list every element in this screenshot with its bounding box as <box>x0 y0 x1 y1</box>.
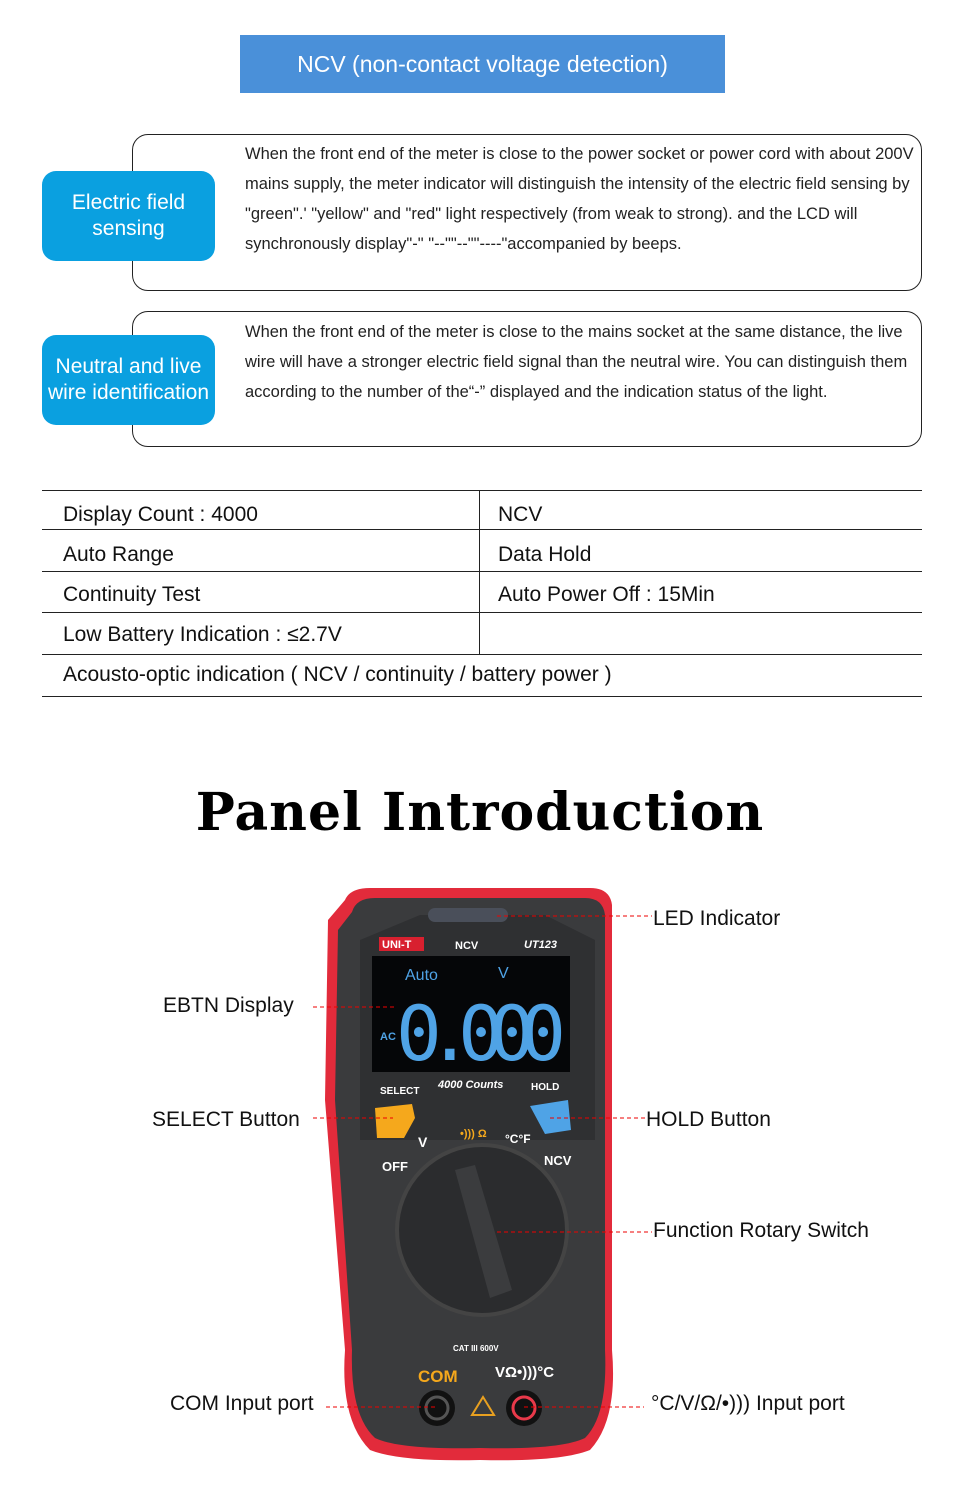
feature-label: Neutral and live wire identification <box>42 335 215 425</box>
feature-label: Electric field sensing <box>42 171 215 261</box>
spec-cell: Acousto-optic indication ( NCV / continuity / battery power ) <box>63 663 612 686</box>
callout-rotary: Function Rotary Switch <box>653 1219 869 1242</box>
callout-select: SELECT Button <box>152 1108 300 1131</box>
callout-com: COM Input port <box>170 1392 314 1415</box>
off-position: OFF <box>382 1159 408 1174</box>
ncv-banner: NCV (non-contact voltage detection) <box>240 35 725 93</box>
model-label: UT123 <box>524 939 558 951</box>
feature-text: When the front end of the meter is close to the power socket or power cord with about 200V mains supply, the meter indicator will distinguish the intensity of the electric field sensing by "green".' "yellow" and "red" light respectively (from weak to strong). and the LCD will synchronously display"-" "--""--""----"accompanied by beeps. <box>245 145 914 253</box>
lcd-reading: 0.000 <box>396 989 566 1078</box>
callout-input: °C/V/Ω/•))) Input port <box>651 1392 845 1415</box>
spec-cell: Auto Range <box>63 543 174 566</box>
feature-text: When the front end of the meter is close to the mains socket at the same distance, the live wire will have a stronger electric field signal than the neutral wire. You can distinguish them according to the number of the“-” displayed and the indication status of the light. <box>245 323 908 401</box>
callout-display: EBTN Display <box>163 994 294 1017</box>
cat-rating: CAT III 600V <box>453 1344 499 1353</box>
vohm-label: VΩ•)))°C <box>495 1364 555 1381</box>
spec-cell: Low Battery Indication : ≤2.7V <box>63 623 342 646</box>
com-label: COM <box>418 1367 458 1386</box>
lcd-unit: V <box>498 965 509 982</box>
counts-label: 4000 Counts <box>438 1079 504 1091</box>
spec-cell: Auto Power Off : 15Min <box>498 583 715 606</box>
v-position: V <box>418 1134 428 1150</box>
spec-cell: Data Hold <box>498 543 592 566</box>
panel-title: Panel Introduction <box>195 782 765 843</box>
spec-cell: NCV <box>498 503 543 526</box>
hold-marking: HOLD <box>531 1082 560 1093</box>
ncv-position: NCV <box>544 1153 572 1168</box>
spec-cell: Continuity Test <box>63 583 201 606</box>
lcd-auto: Auto <box>405 967 438 984</box>
ohm-position: •))) Ω <box>460 1128 487 1140</box>
callout-hold: HOLD Button <box>646 1108 771 1131</box>
brand-logo: UNI-T <box>382 939 412 951</box>
spec-cell: Display Count : 4000 <box>63 503 258 526</box>
temp-position: °C°F <box>505 1132 531 1146</box>
callout-led: LED Indicator <box>653 907 781 930</box>
select-marking: SELECT <box>380 1086 420 1097</box>
ncv-marking: NCV <box>455 940 479 952</box>
lcd-ac: AC <box>380 1031 396 1043</box>
